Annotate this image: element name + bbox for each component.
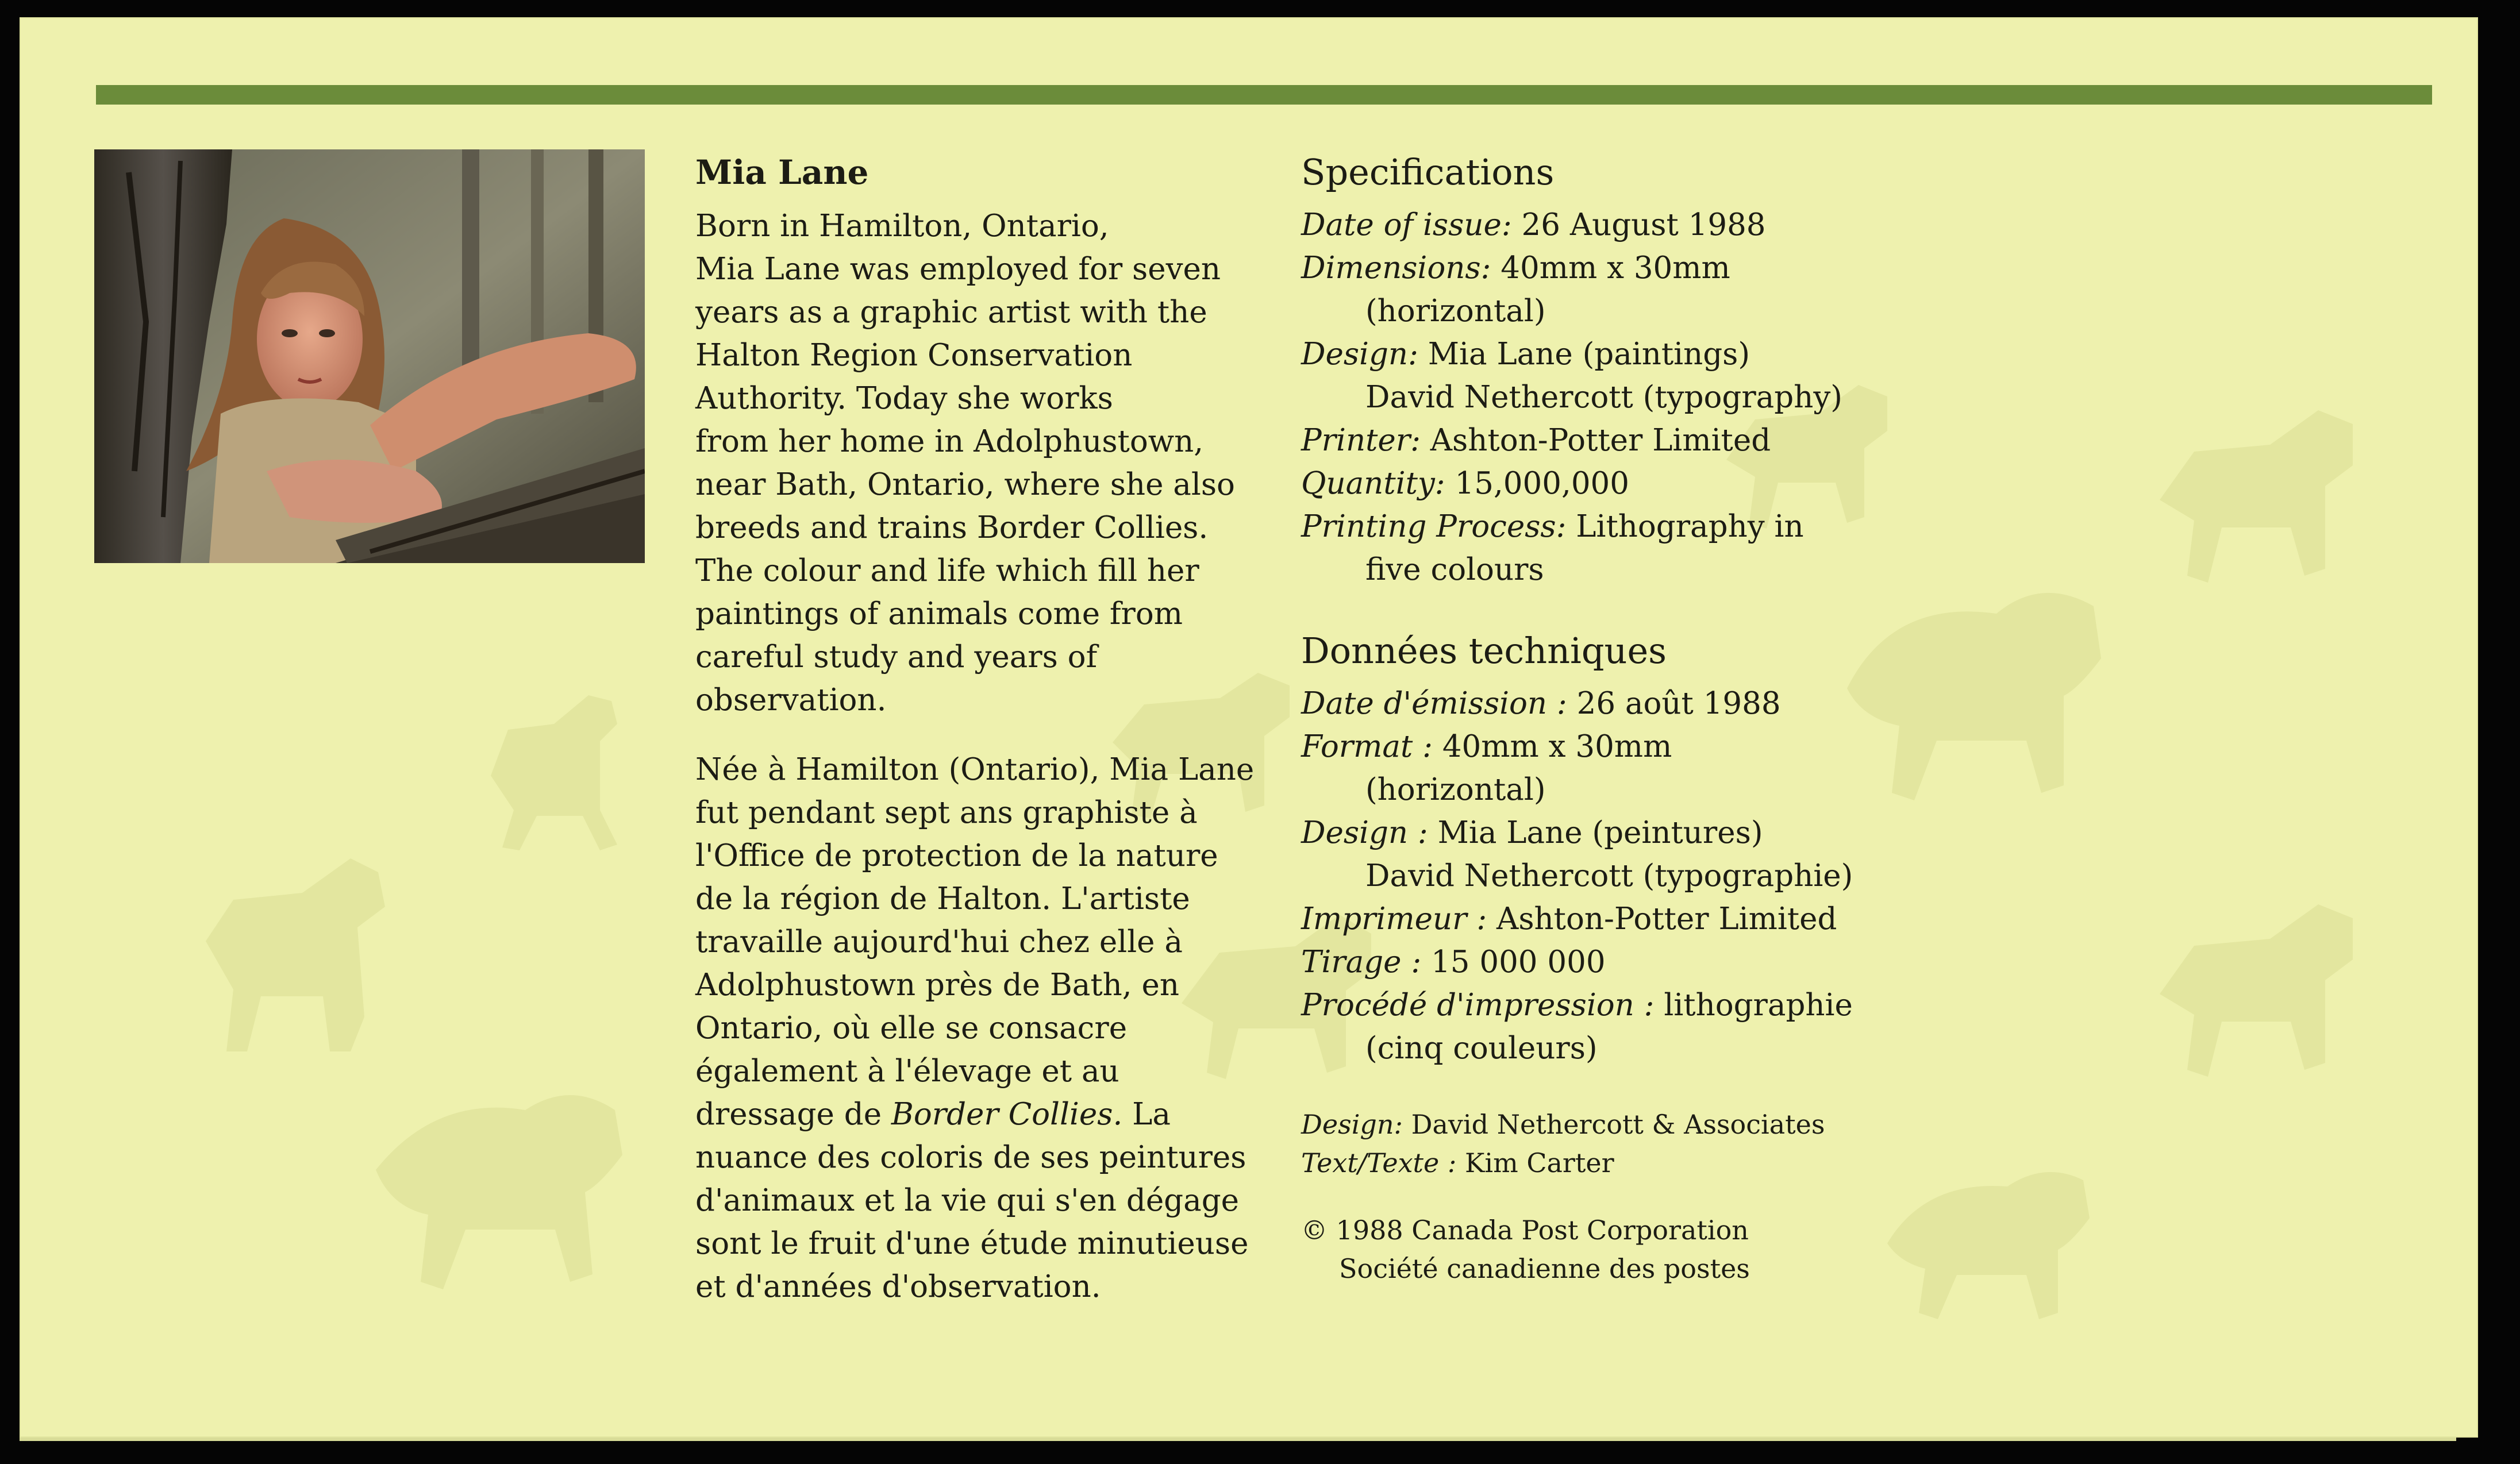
spec-printing-process [1301,505,2106,548]
spec-label: Design : [1301,815,1428,850]
credit-design [1301,1105,2106,1144]
bio-fr-italic: Border Collies. [891,1097,1123,1132]
info-card [20,17,2478,1438]
spec-imprimeur [1301,897,2106,941]
spec-procede-cont: (cinq couleurs) [1365,1031,1598,1066]
spec-dimensions [1301,246,2106,290]
spec-value: 26 août 1988 [1567,686,1781,721]
copyright-line-english: © 1988 Canada Post Corporation [1301,1215,1749,1246]
spec-value: Ashton-Potter Limited [1420,423,1771,458]
specifications-english [1301,145,2106,591]
artist-name-heading: Mia Lane [695,153,869,192]
spec-format-note: (horizontal) [1365,772,1546,807]
spec-label: Date of issue: [1301,207,1512,242]
spec-printer [1301,419,2106,462]
artist-portrait-photo [94,149,645,563]
specifications-heading: Specifications [1301,151,1555,193]
credit-text [1301,1144,2106,1182]
spec-label: Design: [1301,337,1418,372]
booklet-credits [1301,1105,2106,1182]
spec-format [1301,725,2106,768]
spec-design-fr [1301,811,2106,854]
dog-silhouette-icon [2160,904,2353,1077]
spec-value: 26 August 1988 [1511,207,1766,242]
spec-tirage [1301,941,2106,984]
dog-silhouette-icon [491,695,617,850]
spec-label: Date d'émission : [1301,686,1567,721]
top-green-rule [96,85,2432,105]
spec-value: Mia Lane (paintings) [1418,337,1750,372]
credit-label: Text/Texte : [1301,1147,1457,1178]
spec-value: 40mm x 30mm [1432,729,1672,764]
spec-label: Tirage : [1301,945,1422,980]
spec-label: Quantity: [1301,466,1445,501]
specifications-french [1301,623,2106,1070]
spec-label: Imprimeur : [1301,901,1487,937]
dog-silhouette-icon [376,1095,622,1289]
spec-label: Format : [1301,729,1433,764]
spec-value: Lithography in [1566,509,1804,544]
spec-dimensions-note: (horizontal) [1365,294,1546,329]
dog-silhouette-icon [206,858,385,1051]
credit-value: Kim Carter [1456,1147,1614,1178]
copyright-notice [1301,1211,2106,1288]
spec-value: lithographie [1654,988,1853,1023]
spec-value: 15 000 000 [1421,945,1606,980]
specifications-column [1301,145,2106,1288]
spec-design-typographie: David Nethercott (typographie) [1365,858,1853,893]
spec-label: Printer: [1301,423,1421,458]
bio-paragraph-english: Born in Hamilton, Ontario, Mia Lane was employed for seven years as a graphic artist with the Halton Region Conservation Authority. Today she works from her home in Adolphustown, near Bath, Ontario, where she also breeds and trains Border Collies. The colour and life which fill her paintings of animals come from careful study and years of observation. [695,209,1235,718]
spec-label: Printing Process: [1301,509,1567,544]
copyright-line-french: Société canadienne des postes [1339,1253,1750,1284]
spec-design [1301,333,2106,376]
donnees-techniques-heading: Données techniques [1301,630,1667,672]
credit-label: Design: [1301,1109,1403,1140]
spec-value: 40mm x 30mm [1491,251,1730,286]
bio-fr-text: Née à Hamilton (Ontario), Mia Lane fut pendant sept ans graphiste à l'Office de protection de la nature de la région de Halton. L'artiste travaille aujourd'hui chez elle à Adolphustown près de Bath, en Ontario, où elle se consacre également à l'élevage et au dressage de [695,752,1255,1132]
spec-design-typography: David Nethercott (typography) [1365,380,1842,415]
spec-value: Mia Lane (peintures) [1428,815,1763,850]
spec-quantity [1301,462,2106,505]
spec-value: Ashton-Potter Limited [1487,901,1837,937]
spec-value: 15,000,000 [1445,466,1629,501]
artist-bio-column [695,145,1293,1308]
bio-fr-text-end: La nuance des coloris de ses peintures d'animaux et la vie qui s'en dégage sont le fruit d'une étude minutieuse et d'années d'observation. [695,1097,1249,1304]
dog-silhouette-icon [2160,410,2353,583]
bio-paragraph-french [695,748,1293,1308]
credit-value: David Nethercott & Associates [1403,1109,1825,1140]
spec-printing-process-cont: five colours [1365,552,1544,587]
spec-procede-impression [1301,984,2106,1027]
spec-label: Procédé d'impression : [1301,988,1655,1023]
spec-label: Dimensions: [1301,251,1491,286]
spec-date-of-issue [1301,203,2106,246]
spec-date-emission [1301,682,2106,725]
